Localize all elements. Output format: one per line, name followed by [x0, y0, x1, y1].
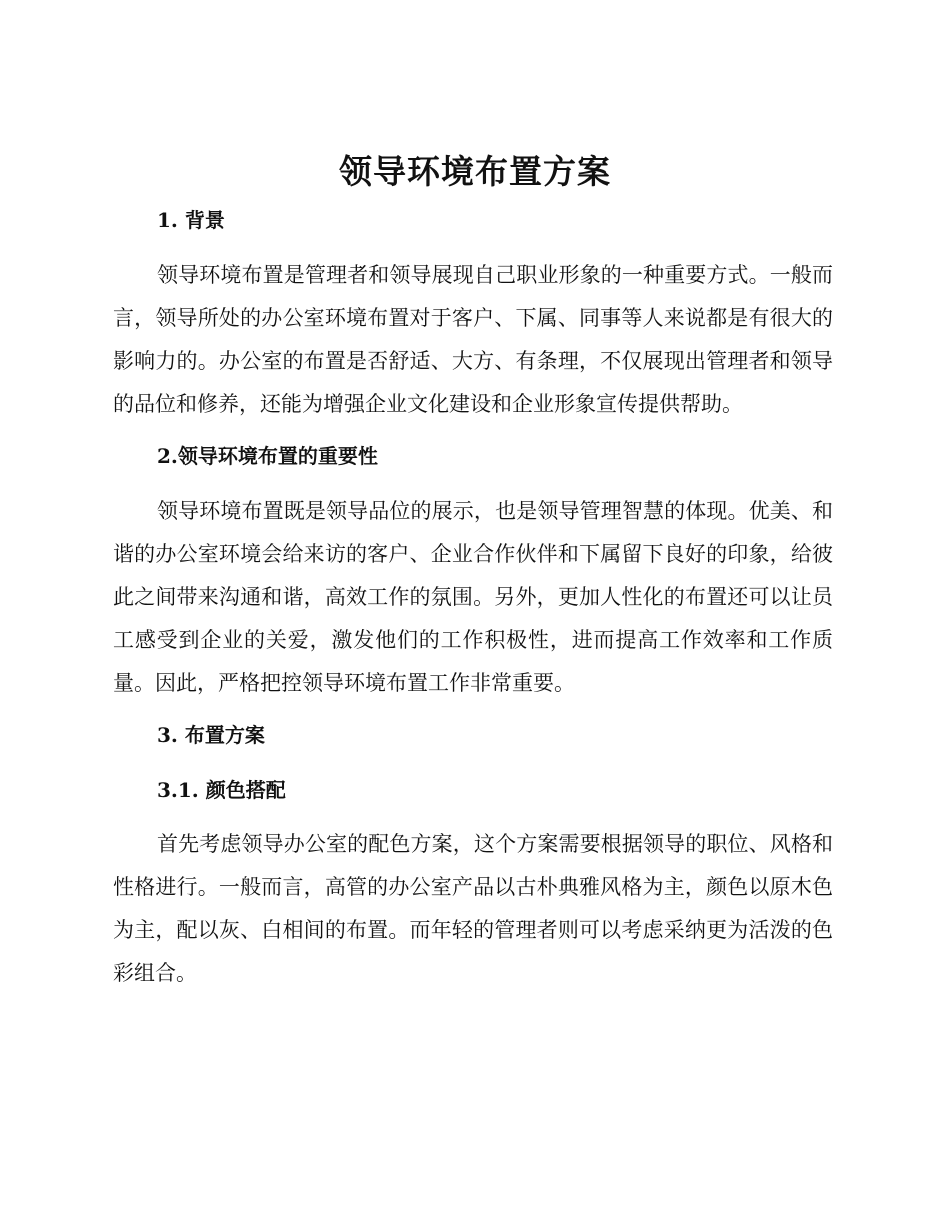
- section-paragraph-importance: 领导环境布置既是领导品位的展示，也是领导管理智慧的体现。优美、和谐的办公室环境会给来访的客户、企业合作伙伴和下属留下良好的印象，给彼此之间带来沟通和谐，高效工作的氛围。另外，更加人性化的布置还可以让员工感受到企业的关爱，激发他们的工作积极性，进而提高工作效率和工作质量。因此，严格把控领导环境布置工作非常重要。: [113, 499, 833, 695]
- section-paragraph-color-matching: 首先考虑领导办公室的配色方案，这个方案需要根据领导的职位、风格和性格进行。一般而言，高管的办公室产品以古朴典雅风格为主，颜色以原木色为主，配以灰、白相间的布置。而年轻的管理者则可以考虑采纳更为活泼的色彩组合。: [113, 832, 833, 985]
- section-heading-plan: 3. 布置方案: [157, 723, 265, 747]
- section-heading-background: 1. 背景: [157, 208, 225, 232]
- section-paragraph-background: 领导环境布置是管理者和领导展现自己职业形象的一种重要方式。一般而言，领导所处的办公室环境布置对于客户、下属、同事等人来说都是有很大的影响力的。办公室的布置是否舒适、大方、有条理，不仅展现出管理者和领导的品位和修养，还能为增强企业文化建设和企业形象宣传提供帮助。: [113, 263, 833, 416]
- section-heading-color-matching: 3.1. 颜色搭配: [157, 778, 286, 802]
- section-heading-importance: 2.领导环境布置的重要性: [157, 444, 378, 468]
- document-title: 领导环境布置方案: [339, 152, 611, 191]
